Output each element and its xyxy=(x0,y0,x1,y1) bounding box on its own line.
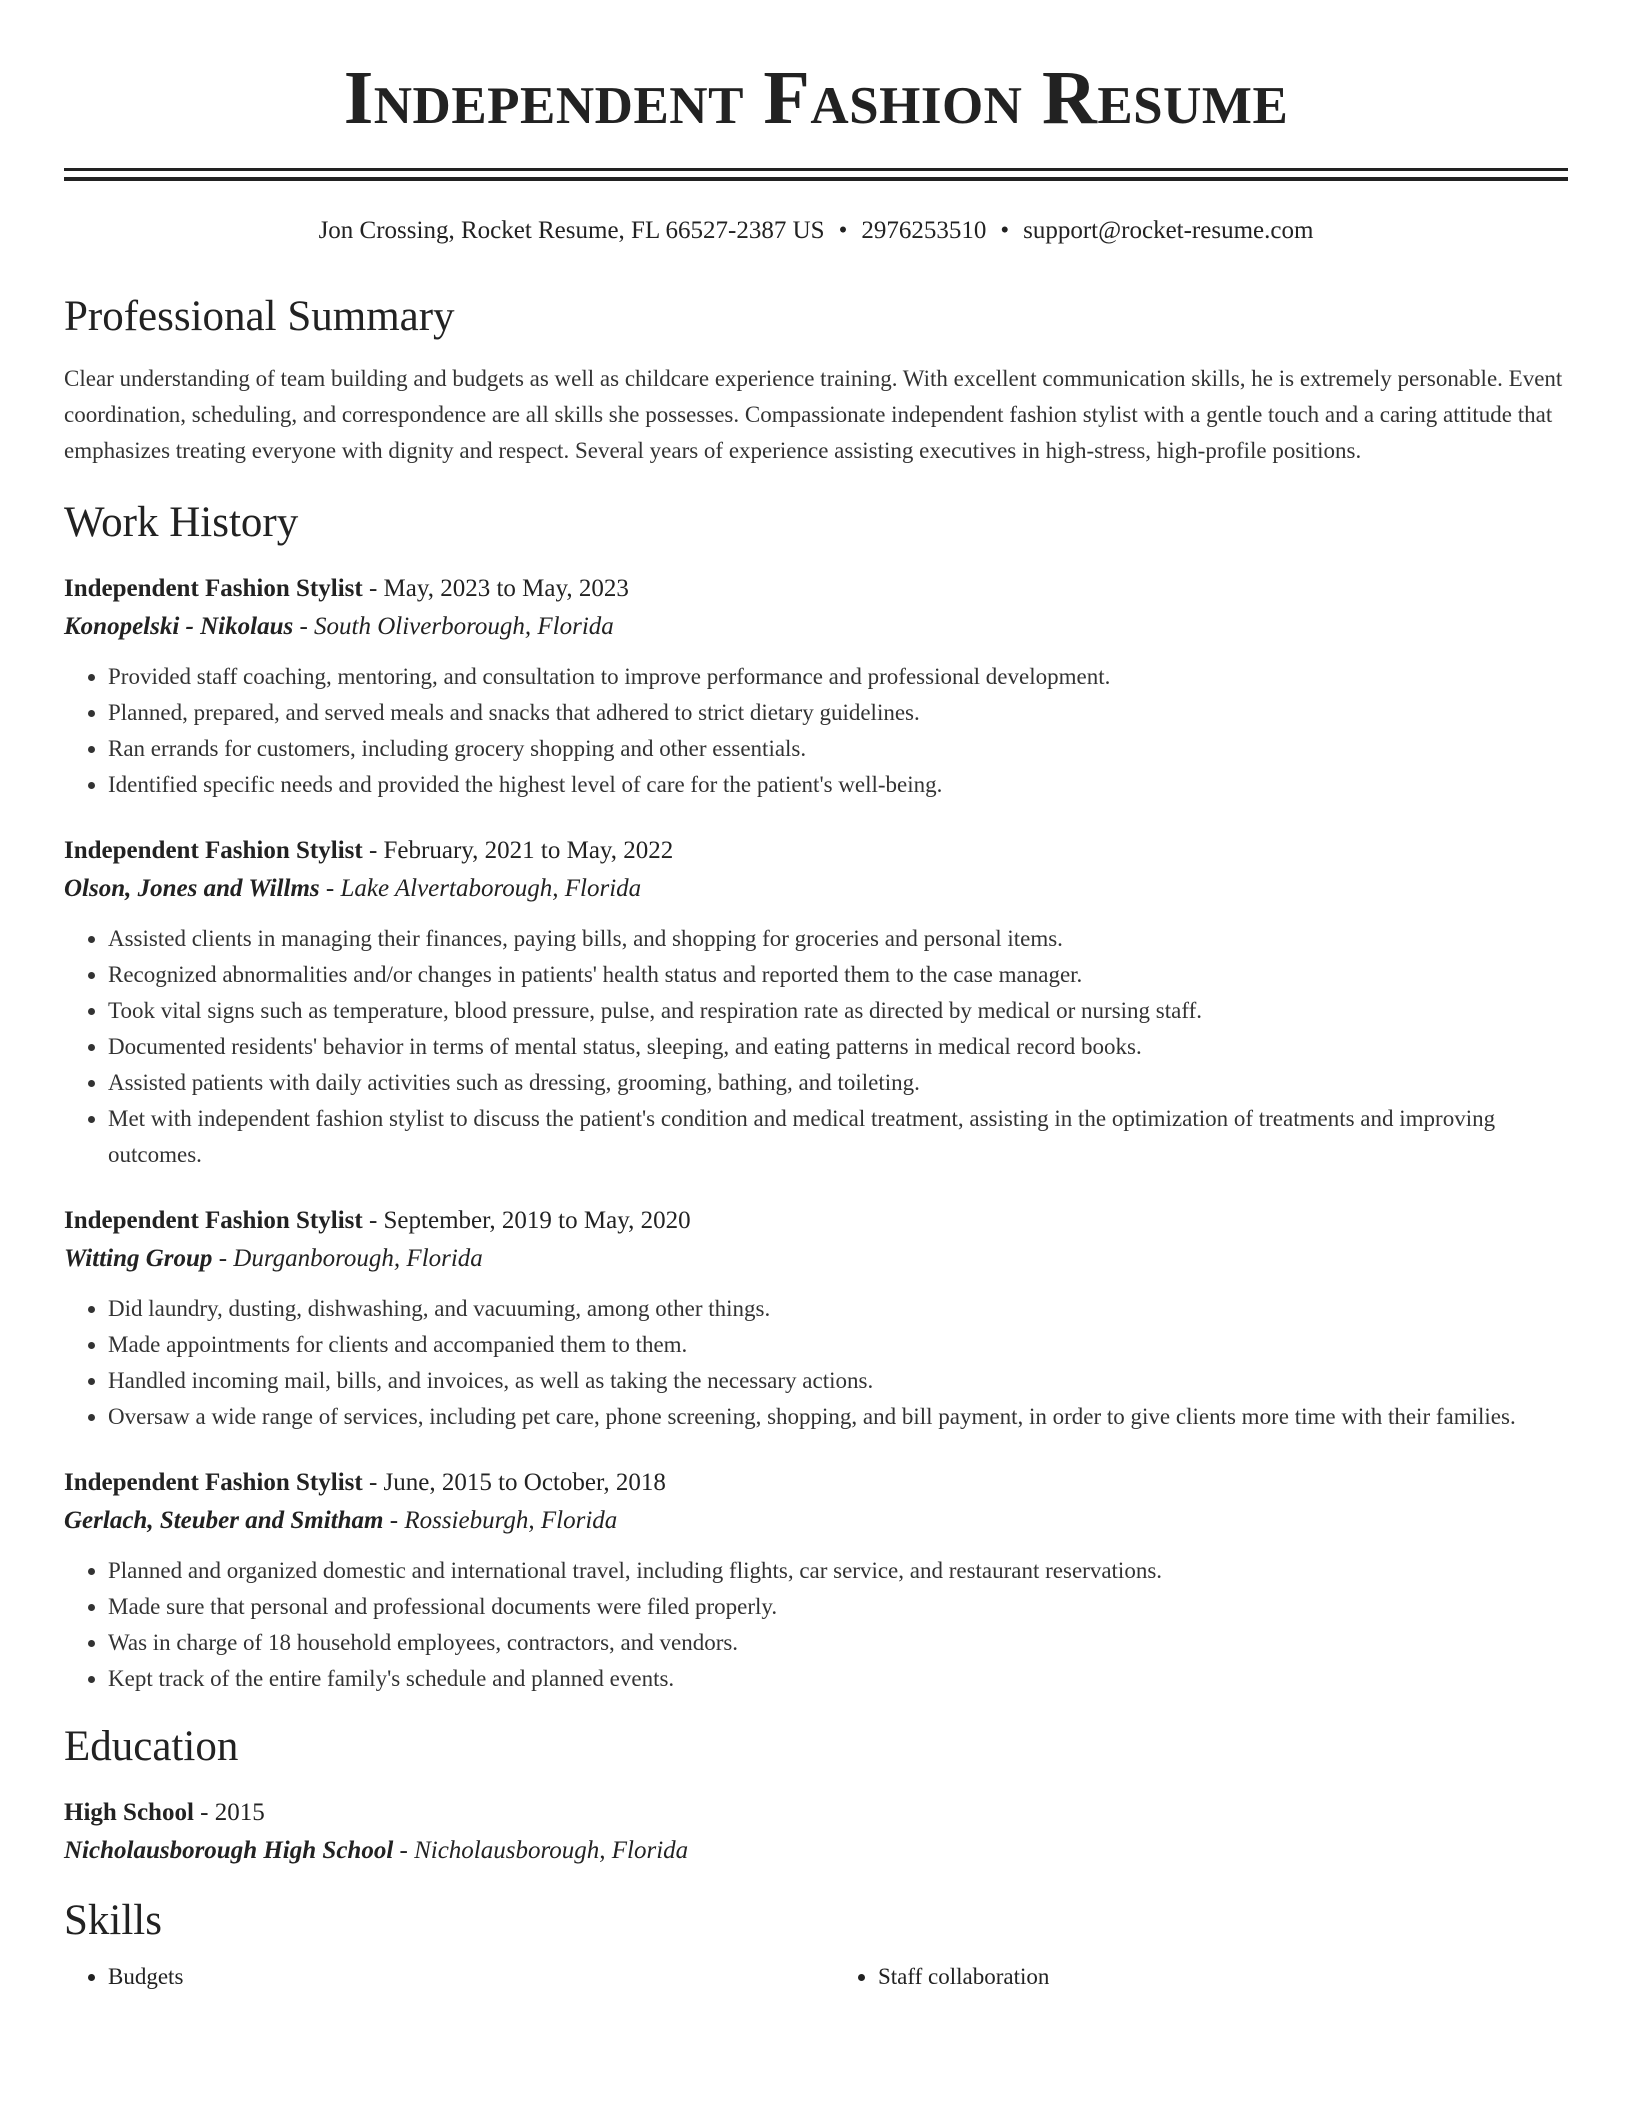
job-title: Independent Fashion Stylist xyxy=(64,1469,363,1496)
education-entry xyxy=(64,1795,1568,1871)
job-duty: • Handled incoming mail, bills, and invoices, as well as taking the necessary actions. xyxy=(108,1363,1568,1399)
job-title: Independent Fashion Stylist xyxy=(64,1207,363,1234)
contact-separator: • xyxy=(1000,217,1010,244)
job-entry xyxy=(64,1465,1568,1697)
job-duty: • Did laundry, dusting, dishwashing, and vacuuming, among other things. xyxy=(108,1291,1568,1327)
section-heading-skills: Skills xyxy=(64,1897,162,1944)
contact-address: Jon Crossing, Rocket Resume, FL 66527-2387 US xyxy=(318,217,825,244)
job-duties xyxy=(64,1553,1568,1697)
skill-item: • Budgets xyxy=(108,1959,798,1995)
employer-name: Olson, Jones and Willms xyxy=(64,875,320,902)
job-title: Independent Fashion Stylist xyxy=(64,575,363,602)
skills-column-left xyxy=(64,1959,798,1995)
job-duty: • Planned, prepared, and served meals and snacks that adhered to strict dietary guidelines. xyxy=(108,695,1568,731)
graduation-year: - 2015 xyxy=(193,1799,265,1826)
job-title-line xyxy=(64,833,1568,869)
section-heading-education: Education xyxy=(64,1723,239,1770)
employer-name: Witting Group xyxy=(64,1245,213,1272)
job-duty: • Provided staff coaching, mentoring, and consultation to improve performance and professional development. xyxy=(108,659,1568,695)
employer-name: Gerlach, Steuber and Smitham xyxy=(64,1507,384,1534)
job-duty: • Documented residents' behavior in terms of mental status, sleeping, and eating patterns in medical record books. xyxy=(108,1029,1568,1065)
job-duty: • Assisted clients in managing their finances, paying bills, and shopping for groceries and personal items. xyxy=(108,921,1568,957)
resume-title: Independent Fashion Resume xyxy=(343,56,1289,140)
section-heading-summary: Professional Summary xyxy=(64,293,455,340)
employer-location: - South Oliverborough, Florida xyxy=(293,613,614,640)
job-duty: • Ran errands for customers, including grocery shopping and other essentials. xyxy=(108,731,1568,767)
job-entry xyxy=(64,1203,1568,1435)
contact-separator: • xyxy=(838,217,848,244)
employer-location: - Rossieburgh, Florida xyxy=(383,1507,618,1534)
job-title-line xyxy=(64,1203,1568,1239)
employer-line xyxy=(64,607,1568,647)
job-duty: • Assisted patients with daily activities such as dressing, grooming, bathing, and toileting. xyxy=(108,1065,1568,1101)
employer-line xyxy=(64,1501,1568,1541)
job-dates: - February, 2021 to May, 2022 xyxy=(362,837,674,864)
school-line xyxy=(64,1831,1568,1871)
degree: High School xyxy=(64,1799,194,1826)
employer-name: Konopelski - Nikolaus xyxy=(64,613,294,640)
job-duty: • Was in charge of 18 household employees, contractors, and vendors. xyxy=(108,1625,1568,1661)
contact-line xyxy=(64,215,1568,247)
job-title-line xyxy=(64,1465,1568,1501)
header-divider-thick xyxy=(64,177,1568,181)
employer-line xyxy=(64,869,1568,909)
job-entry xyxy=(64,833,1568,1173)
contact-phone: 2976253510 xyxy=(861,217,987,244)
job-dates: - June, 2015 to October, 2018 xyxy=(362,1469,666,1496)
skill-item: • Staff collaboration xyxy=(878,1959,1568,1995)
school-name: Nicholausborough High School xyxy=(64,1837,394,1864)
job-duty: • Made sure that personal and professional documents were filed properly. xyxy=(108,1589,1568,1625)
job-duty: • Recognized abnormalities and/or changes in patients' health status and reported them to the case manager. xyxy=(108,957,1568,993)
skills-column-right xyxy=(798,1959,1568,1995)
job-title-line xyxy=(64,571,1568,607)
job-duty: • Planned and organized domestic and international travel, including flights, car service, and restaurant reservations. xyxy=(108,1553,1568,1589)
job-duty: • Kept track of the entire family's schedule and planned events. xyxy=(108,1661,1568,1697)
job-duties xyxy=(64,659,1568,803)
contact-email: support@rocket-resume.com xyxy=(1023,217,1314,244)
degree-line xyxy=(64,1795,1568,1831)
section-heading-work-history: Work History xyxy=(64,499,299,546)
job-duties xyxy=(64,921,1568,1173)
job-duty: • Made appointments for clients and accompanied them to them. xyxy=(108,1327,1568,1363)
job-duty: • Met with independent fashion stylist to discuss the patient's condition and medical treatment, assisting in the optimization of treatments and improving outcomes. xyxy=(108,1101,1568,1173)
job-duty: • Oversaw a wide range of services, including pet care, phone screening, shopping, and bill payment, in order to give clients more time with their families. xyxy=(108,1399,1568,1435)
job-dates: - September, 2019 to May, 2020 xyxy=(362,1207,691,1234)
header-divider-thin xyxy=(64,168,1568,171)
job-title: Independent Fashion Stylist xyxy=(64,837,363,864)
school-location: - Nicholausborough, Florida xyxy=(393,1837,689,1864)
summary-text: Clear understanding of team building and budgets as well as childcare experience training. With excellent communication skills, he is extremely personable. Event coordination, scheduling, and correspondence are all skills she possesses. Compassionate independent fashion stylist with a gentle touch and a caring attitude that emphasizes treating everyone with dignity and respect. Several years of experience assisting executives in high-stress, high-profile positions. xyxy=(64,366,1563,463)
job-duties xyxy=(64,1291,1568,1435)
employer-location: - Durganborough, Florida xyxy=(212,1245,483,1272)
job-entry xyxy=(64,571,1568,803)
job-duty: • Took vital signs such as temperature, blood pressure, pulse, and respiration rate as directed by medical or nursing staff. xyxy=(108,993,1568,1029)
employer-location: - Lake Alvertaborough, Florida xyxy=(319,875,642,902)
job-duty: • Identified specific needs and provided the highest level of care for the patient's well-being. xyxy=(108,767,1568,803)
skills-list xyxy=(64,1959,1568,1995)
job-dates: - May, 2023 to May, 2023 xyxy=(362,575,629,602)
employer-line xyxy=(64,1239,1568,1279)
